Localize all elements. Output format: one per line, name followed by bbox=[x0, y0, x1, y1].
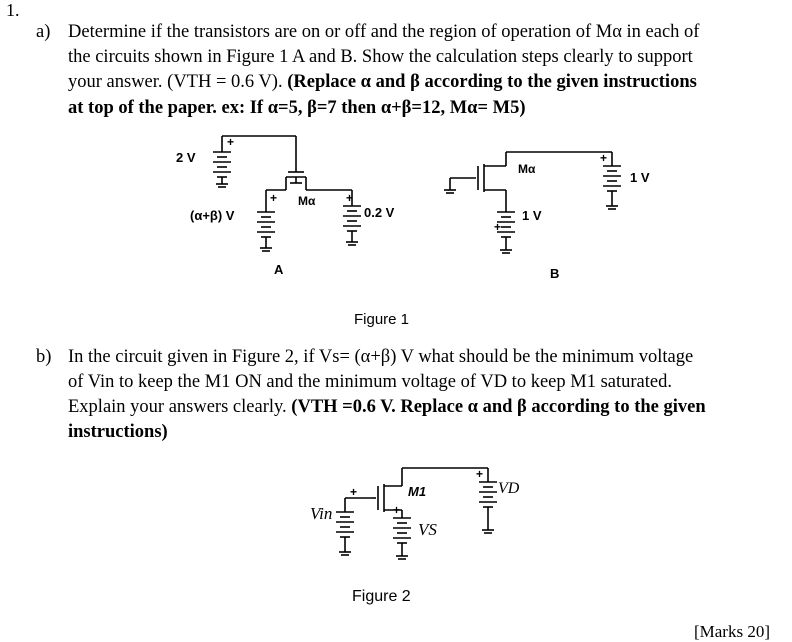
part-a-line-3-normal: your answer. (VTH = 0.6 V). bbox=[68, 72, 288, 92]
fig2-vin-label: Vin bbox=[310, 504, 333, 523]
svg-text:+: + bbox=[476, 467, 484, 481]
figure-1-caption: Figure 1 bbox=[354, 311, 410, 328]
fig1-source-2v-label: 2 V bbox=[176, 150, 196, 165]
svg-text:+: + bbox=[393, 503, 401, 517]
svg-text:+: + bbox=[227, 135, 235, 149]
fig2-vs-label: VS bbox=[418, 520, 437, 539]
svg-text:+: + bbox=[600, 151, 608, 165]
part-a-label: a) bbox=[36, 22, 51, 42]
part-b-line-3-bold: (VTH =0.6 V. Replace α and β according to the given bbox=[291, 397, 706, 417]
part-a-line-2: the circuits shown in Figure 1 A and B. Show the calculation steps clearly to support bbox=[68, 47, 693, 67]
part-b-line-3-normal: Explain your answers clearly. bbox=[68, 397, 292, 417]
part-b-label: b) bbox=[36, 347, 52, 367]
fig1-source-1v-left-label: 1 V bbox=[522, 208, 542, 223]
figure-2-caption: Figure 2 bbox=[352, 588, 411, 605]
part-b-line-3 bbox=[68, 395, 706, 420]
svg-text:+: + bbox=[346, 191, 354, 205]
part-b-line-4: instructions) bbox=[68, 422, 168, 442]
part-a-line-3-bold: (Replace α and β according to the given instructions bbox=[287, 72, 697, 92]
part-a-line-1: Determine if the transistors are on or off and the region of operation of Mα in each of bbox=[68, 22, 700, 42]
fig1-source-1v-right-label: 1 V bbox=[630, 170, 650, 185]
fig1-transistor-b-label: Mα bbox=[518, 162, 536, 176]
part-b-line-1: In the circuit given in Figure 2, if Vs= (α+β) V what should be the minimum voltage bbox=[68, 347, 694, 367]
question-number: 1. bbox=[6, 0, 20, 20]
svg-text:+: + bbox=[350, 485, 358, 499]
svg-text:+: + bbox=[270, 191, 278, 205]
fig1-transistor-a-label: Mα bbox=[298, 194, 316, 208]
marks-label: [Marks 20] bbox=[693, 622, 770, 641]
fig2-vd-label: VD bbox=[498, 480, 520, 497]
fig1-source-ab-label: (α+β) V bbox=[190, 208, 235, 223]
fig1-circuit-a-label: A bbox=[274, 262, 284, 277]
figure-2-circuit bbox=[0, 455, 792, 585]
part-a-line-4: at top of the paper. ex: If α=5, β=7 then α+β=12, Mα= M5) bbox=[68, 98, 526, 118]
fig1-circuit-b-label: B bbox=[550, 266, 560, 281]
fig1-source-02v-label: 0.2 V bbox=[364, 205, 395, 220]
part-b-line-2: of Vin to keep the M1 ON and the minimum voltage of VD to keep M1 saturated. bbox=[68, 372, 672, 392]
fig2-transistor-label: M1 bbox=[408, 484, 427, 499]
svg-text:+: + bbox=[494, 220, 502, 234]
